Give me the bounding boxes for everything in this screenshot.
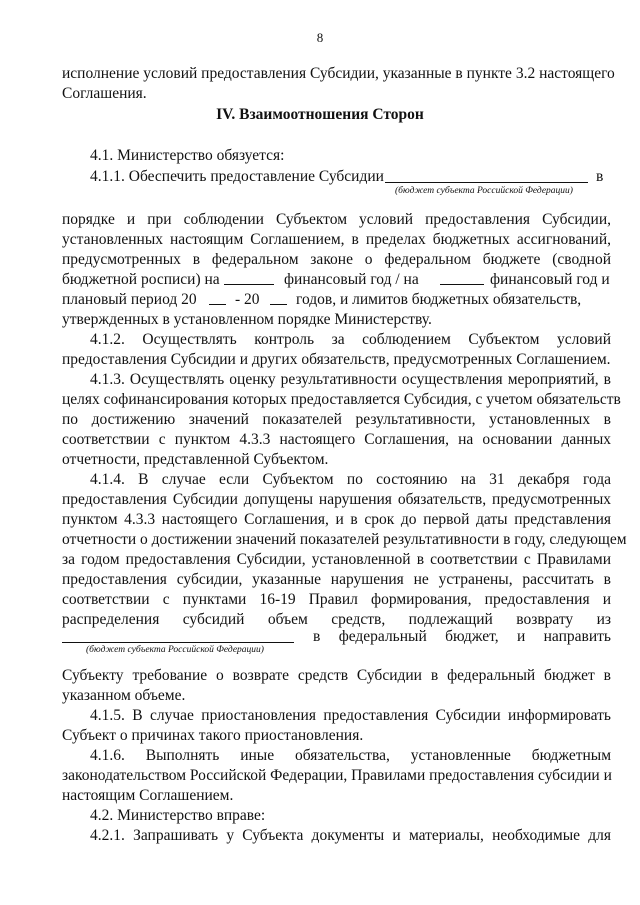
text-line: законодательством Российской Федерации, Правилами предоставления субсидии и (62, 767, 612, 784)
clause-4-1-4: 4.1.4. В случае если Субъектом по состоянию на 31 декабря года (90, 471, 611, 488)
text-fragment: - 20 (235, 291, 260, 308)
clause-4-1: 4.1. Министерство обязуется: (90, 147, 285, 164)
text-line: предоставления Субсидии допущены нарушения обязательств, предусмотренных (62, 491, 611, 508)
clause-4-1-2: 4.1.2. Осуществлять контроль за соблюдением Субъектом условий (90, 331, 611, 348)
text-fragment: бюджетной росписи) на (62, 271, 220, 288)
text-fragment: финансовый год / на (284, 271, 419, 288)
year-blank (440, 284, 484, 285)
year-blank (209, 304, 226, 305)
text-line: предусмотренных в федеральном законе о федеральном бюджете (сводной (62, 251, 611, 268)
text-line: предоставления Субсидии и других обязательств, предусмотренных Соглашением. (62, 351, 611, 368)
budget-note-2: (бюджет субъекта Российской Федерации) (86, 645, 264, 655)
text-line: за годом предоставления Субсидии, установленной в соответствии с Правилами (62, 551, 611, 568)
page-number: 8 (316, 30, 324, 45)
text-line: порядке и при соблюдении Субъектом условий предоставления Субсидии, (62, 211, 611, 228)
text-fragment: финансовый год и (490, 271, 610, 288)
text-line: указанном объеме. (62, 687, 186, 704)
text-line: распределения субсидий объем средств, подлежащий возврату из (62, 611, 611, 628)
text-line: Соглашения. (62, 85, 147, 102)
text-line: соответствии с пунктом 4.3.3 настоящего Соглашения, на основании данных (62, 431, 611, 448)
clause-4-1-5: 4.1.5. В случае приостановления предоставления Субсидии информировать (90, 707, 611, 724)
text-line: соответствии с пунктами 16-19 Правил формирования, предоставления и (62, 591, 611, 608)
budget-blank-2 (62, 642, 294, 643)
text-line: исполнение условий предоставления Субсидии, указанные в пункте 3.2 настоящего (62, 65, 615, 82)
clause-4-1-3: 4.1.3. Осуществлять оценку результативности осуществления мероприятий, в (90, 371, 611, 388)
budget-blank-1 (385, 182, 588, 183)
text-line: Субъект о причинах такого приостановления. (62, 727, 364, 744)
text-line: в федеральный бюджет, и направить (313, 628, 611, 645)
text-line: предоставления субсидии, указанные нарушения не устранены, рассчитать в (62, 571, 611, 588)
year-blank (224, 284, 274, 285)
year-blank (270, 304, 287, 305)
text-line: целях софинансирования которых предоставляется Субсидия, с учетом обязательств (62, 391, 621, 408)
text-fragment: годов, и лимитов бюджетных обязательств, (296, 291, 582, 308)
text-line: установленных настоящим Соглашением, в пределах бюджетных ассигнований, (62, 231, 611, 248)
section-heading: IV. Взаимоотношения Сторон (216, 106, 424, 123)
text-line: отчетности о достижении значений показателей результативности в году, следующем (62, 531, 627, 548)
clause-4-1-6: 4.1.6. Выполнять иные обязательства, установленные бюджетным (90, 747, 611, 764)
text-line: утвержденных в установленном порядке Министерству. (62, 311, 432, 328)
text-line: настоящим Соглашением. (62, 787, 234, 804)
budget-note-1: (бюджет субъекта Российской Федерации) (395, 186, 573, 196)
text-line: пунктом 4.3.3 настоящего Соглашения, и в срок до первой даты представления (62, 511, 611, 528)
clause-4-1-1-start: 4.1.1. Обеспечить предоставление Субсидии (90, 168, 384, 185)
text-fragment: плановый период 20 (62, 291, 197, 308)
clause-4-2: 4.2. Министерство вправе: (90, 807, 266, 824)
clause-4-2-1: 4.2.1. Запрашивать у Субъекта документы и материалы, необходимые для (90, 827, 611, 844)
clause-4-1-1-end: в (596, 168, 604, 185)
text-line: Субъекту требование о возврате средств Субсидии в федеральный бюджет в (62, 667, 611, 684)
text-line: отчетности, представленной Субъектом. (62, 451, 329, 468)
text-line: по достижению значений показателей результативности, установленных в (62, 411, 611, 428)
